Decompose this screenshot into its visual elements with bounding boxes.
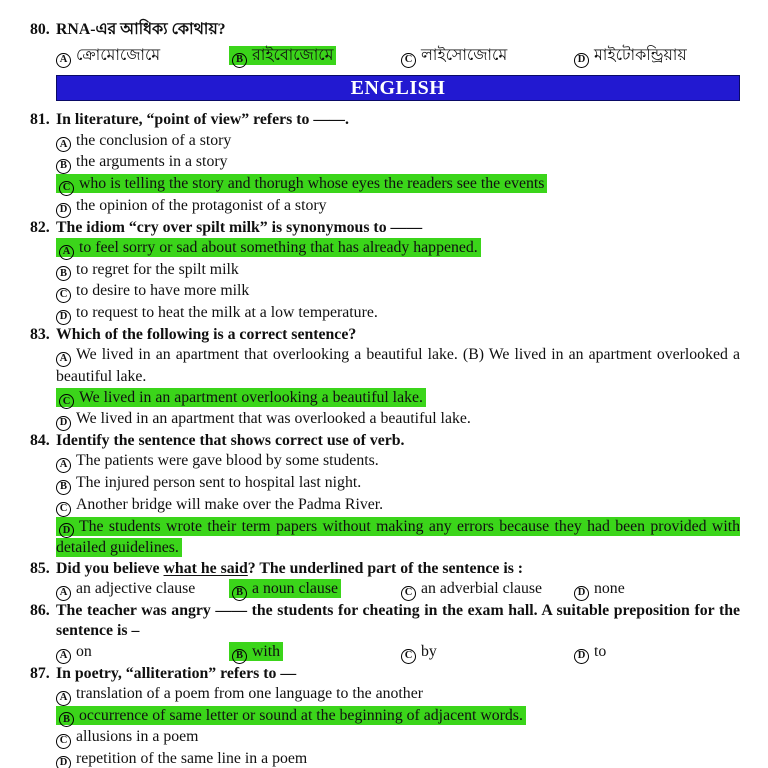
option-text: We lived in an apartment that was overlooked a beautiful lake. [76,410,471,428]
option-content [56,47,160,64]
option-content [574,643,606,660]
option-letter: C [56,734,71,749]
option-content [56,750,307,767]
question [30,20,740,68]
question [30,559,740,601]
option [56,727,740,749]
section-banner-label: ENGLISH [350,76,446,99]
option-letter: A [56,458,71,473]
option-text: to [594,642,607,660]
question-stem [56,218,740,238]
option-content [56,643,92,660]
question-number: 81. [30,111,50,129]
option-letter: A [56,586,71,601]
option-letter: D [56,310,71,325]
answer-highlight [229,642,283,661]
option-text: Another bridge will make over the Padma River. [76,495,384,513]
option-text: The patients were gave blood by some students. [76,452,379,470]
option [56,196,740,218]
option-content [56,261,239,278]
option-text: an adjective clause [76,580,196,598]
option-letter: C [401,649,416,664]
option-text: with [252,642,281,660]
option-text: the conclusion of a story [76,131,232,149]
question-header [30,20,740,40]
option [574,642,740,664]
option [56,517,740,559]
option-content [56,580,195,597]
question-stem [56,20,740,40]
question-number: 87. [30,664,50,682]
option [56,152,740,174]
options [30,579,740,601]
option-content [56,685,423,702]
question-header [30,559,740,579]
option-content [56,132,231,149]
question-header [30,325,740,345]
option-content [401,580,542,597]
option-text: ক্রোমোজোমে [76,47,161,65]
option-text: repetition of the same line in a poem [76,750,308,768]
option [56,46,229,68]
answer-highlight [56,238,481,257]
question-stem [56,601,740,642]
option-text: on [76,642,92,660]
question-stem [56,325,740,345]
option-letter: B [232,586,247,601]
question-stem [56,559,740,579]
option-text: to regret for the spilt milk [76,260,239,278]
options [30,345,740,431]
options [30,451,740,558]
option-text: to desire to have more milk [76,282,250,300]
option-letter: D [574,649,589,664]
stem-text: ? The underlined part of the sentence is : [247,559,524,577]
option-content [56,452,379,469]
question-stem [56,110,740,130]
option [229,642,401,664]
option [56,345,740,387]
answer-highlight [56,517,740,558]
option [56,238,740,260]
section-banner [56,75,740,101]
question-number: 80. [30,21,50,38]
option [401,579,574,601]
question [30,218,740,325]
stem-text: The teacher was angry —— the students for cheating in the exam hall. A suitable preposition for the sentence is – [56,602,740,640]
option [56,684,740,706]
option-letter: A [59,245,74,260]
stem-text: In poetry, “alliteration” refers to — [56,664,297,682]
option [401,46,574,68]
option-text: the opinion of the protagonist of a story [76,196,327,214]
question-number: 83. [30,325,50,343]
option-letter: B [232,53,247,68]
option [56,260,740,282]
option-text: লাইসোজোমে [421,47,508,65]
option [229,579,401,601]
stem-text: In literature, “point of view” refers to ——. [56,111,349,129]
option-content [56,282,249,299]
option-text: who is telling the story and thorugh whose eyes the readers see the events [79,175,545,193]
option-text: We lived in an apartment that overlooking a beautiful lake. (B) We lived in an apartment overlooked a beautiful lake. [56,346,740,386]
option-letter: C [59,181,74,196]
option-text: We lived in an apartment overlooking a beautiful lake. [79,388,423,406]
option-content [56,304,378,321]
option-letter: C [56,502,71,517]
option-letter: A [56,137,71,152]
options [30,684,740,768]
options [30,642,740,664]
option [56,706,740,728]
option-text: the arguments in a story [76,153,228,171]
question-number: 84. [30,432,50,450]
question-stem [56,664,740,684]
option [56,495,740,517]
option-content [56,474,361,491]
option [56,473,740,495]
option-letter: D [59,523,74,538]
option-letter: D [574,53,589,68]
answer-highlight [56,388,426,407]
option-text: a noun clause [252,580,338,598]
answer-highlight [229,46,336,65]
option [574,579,740,601]
option-letter: D [574,586,589,601]
option-content [56,728,198,745]
option-text: The injured person sent to hospital last night. [76,474,362,492]
question-header [30,110,740,130]
option-content [56,496,383,513]
question-number: 82. [30,218,50,236]
answer-highlight [56,706,526,725]
option-text: to request to heat the milk at a low temperature. [76,304,378,322]
option-letter: B [56,480,71,495]
stem-text: Identify the sentence that shows correct use of verb. [56,432,405,450]
option-content [574,580,625,597]
option-letter: A [56,691,71,706]
underlined-phrase: what he said [163,559,248,577]
question-stem [56,431,740,451]
stem-text: Did you believe [56,559,164,577]
options [30,46,740,68]
option-text: translation of a poem from one language to the another [76,684,423,702]
options [30,131,740,218]
option [56,131,740,153]
question-header [30,664,740,684]
option [56,579,229,601]
option-letter: D [56,416,71,431]
option-text: an adverbial clause [421,580,543,598]
option-text: মাইটোকন্ড্রিয়ায় [594,47,687,65]
option [401,642,574,664]
option-letter: B [232,649,247,664]
option-letter: A [56,53,71,68]
option [56,281,740,303]
option-text: by [421,642,437,660]
option-letter: D [56,203,71,218]
question [30,110,740,217]
option-letter: A [56,649,71,664]
english-question-list [30,110,740,768]
stem-text: The idiom “cry over spilt milk” is synonymous to —— [56,218,423,236]
question-header [30,218,740,238]
option-letter: C [401,586,416,601]
question [30,664,740,768]
option [56,409,740,431]
option-text: রাইবোজোমে [252,47,334,65]
option-content [574,47,687,64]
question-number: 86. [30,602,50,619]
answer-highlight [229,579,341,598]
option [56,451,740,473]
option-text: occurrence of same letter or sound at the beginning of adjacent words. [79,706,523,724]
stem-text: Which of the following is a correct sentence? [56,325,357,343]
option-text: allusions in a poem [76,728,199,746]
question [30,601,740,664]
question-header [30,431,740,451]
option-letter: B [56,266,71,281]
stem-text: RNA-এর আধিক্য কোথায়? [56,21,226,38]
option [56,174,740,196]
option-content [56,153,228,170]
option-content [56,410,471,427]
options [30,238,740,325]
option [56,642,229,664]
option-text: none [594,580,625,598]
option-letter: D [56,756,71,768]
option [574,46,740,68]
question [30,325,740,431]
option-letter: B [59,712,74,727]
option-letter: B [56,159,71,174]
question-header [30,601,740,642]
option-content [401,47,507,64]
question [30,431,740,559]
option-text: The students wrote their term papers without making any errors because they had been provided with detailed guidelines. [56,517,740,557]
question-number: 85. [30,559,50,577]
option [56,749,740,768]
option [56,388,740,410]
option [229,46,401,68]
option-letter: C [59,394,74,409]
option-text: to feel sorry or sad about something that has already happened. [79,238,478,256]
bangla-question-list [30,20,740,68]
option-letter: C [401,53,416,68]
option-content [401,643,437,660]
option-letter: C [56,288,71,303]
option [56,303,740,325]
option-content [56,346,740,385]
answer-highlight [56,174,547,193]
option-content [56,197,327,214]
option-letter: A [56,352,71,367]
